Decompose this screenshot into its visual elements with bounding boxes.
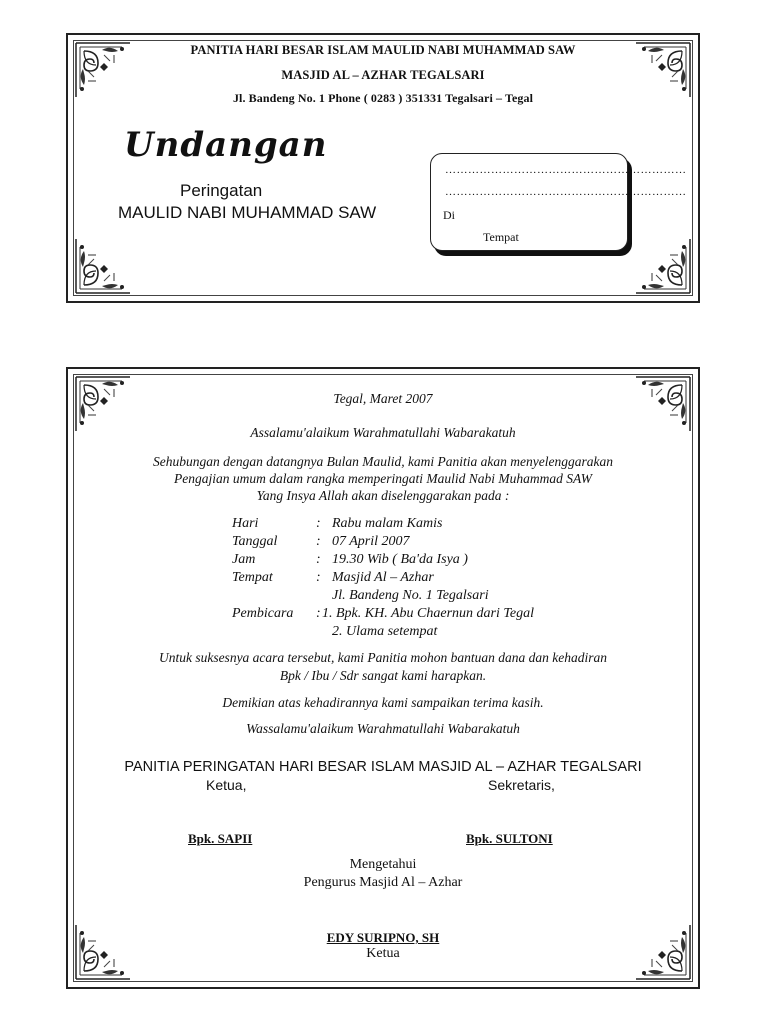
detail-row-pembicara xyxy=(232,606,652,624)
organizer-address: Jl. Bandeng No. 1 Phone ( 0283 ) 351331 Tegalsari – Tegal xyxy=(232,91,534,105)
detail-label: Tanggal xyxy=(232,534,278,549)
letter-greeting: Assalamu'alaikum Warahmatullahi Wabarakatuh xyxy=(250,425,516,440)
detail-colon: : xyxy=(316,552,321,567)
detail-colon: : xyxy=(316,534,321,549)
invitation-title: Undangan xyxy=(124,125,328,165)
detail-value: Jl. Bandeng No. 1 Tegalsari xyxy=(332,588,489,603)
detail-value: Rabu malam Kamis xyxy=(332,516,443,531)
detail-value: 2. Ulama setempat xyxy=(332,624,438,639)
detail-label: Jam xyxy=(232,552,256,567)
closing-greeting: Wassalamu'alaikum Warahmatullahi Wabarakatuh xyxy=(246,721,520,736)
detail-row-pembicara-2 xyxy=(232,624,652,642)
request-line-2: Bpk / Ibu / Sdr sangat kami harapkan. xyxy=(279,668,487,683)
acknowledged-label: Mengetahui xyxy=(349,857,417,872)
detail-row-tanggal xyxy=(232,534,652,552)
invitation-subtitle-2: MAULID NABI MUHAMMAD SAW xyxy=(118,203,377,222)
invitation-letter xyxy=(66,367,700,989)
intro-line-3: Yang Insya Allah akan diselenggarakan pada : xyxy=(256,488,510,503)
recipient-tempat: Tempat xyxy=(483,230,519,244)
detail-value: 19.30 Wib ( Ba'da Isya ) xyxy=(332,552,468,567)
detail-colon: : xyxy=(316,516,321,531)
detail-row-hari xyxy=(232,516,652,534)
request-line-1: Untuk suksesnya acara tersebut, kami Panitia mohon bantuan dana dan kehadiran xyxy=(158,650,608,665)
board-chair-name: EDY SURIPNO, SH xyxy=(326,930,440,945)
board-chair-title: Ketua xyxy=(366,946,400,961)
board-chair-name-wrap xyxy=(68,929,698,947)
chair-title: Ketua, xyxy=(206,777,247,793)
detail-label: Pembicara xyxy=(232,606,294,621)
detail-row-jam xyxy=(232,552,652,570)
organizer-line-2: MASJID AL – AZHAR TEGALSARI xyxy=(281,68,485,82)
detail-row-tempat xyxy=(232,570,652,588)
detail-value: 07 April 2007 xyxy=(332,534,410,549)
secretary-signature-name: Bpk. SULTONI xyxy=(466,831,553,846)
intro-line-1: Sehubungan dengan datangnya Bulan Maulid, kami Panitia akan menyelenggarakan xyxy=(152,454,614,469)
detail-label: Hari xyxy=(232,516,259,531)
detail-value: Masjid Al – Azhar xyxy=(332,570,434,585)
envelope-card xyxy=(66,33,700,303)
detail-label: Tempat xyxy=(232,570,273,585)
corner-ornament-icon xyxy=(74,237,132,295)
recipient-address-box xyxy=(430,153,687,251)
secretary-title: Sekretaris, xyxy=(488,777,555,793)
detail-value: 1. Bpk. KH. Abu Chaernun dari Tegal xyxy=(322,606,534,621)
organizer-line-1: PANITIA HARI BESAR ISLAM MAULID NABI MUHAMMAD SAW xyxy=(190,43,576,57)
chair-signature-name: Bpk. SAPII xyxy=(188,831,253,846)
mosque-board-label: Pengurus Masjid Al – Azhar xyxy=(303,875,463,890)
recipient-di: Di xyxy=(443,208,455,222)
detail-row-alamat xyxy=(232,588,652,606)
detail-colon: : xyxy=(316,606,321,621)
letter-date: Tegal, Maret 2007 xyxy=(333,391,433,406)
corner-ornament-icon xyxy=(634,237,692,295)
committee-name: PANITIA PERINGATAN HARI BESAR ISLAM MASJID AL – AZHAR TEGALSARI xyxy=(124,759,642,775)
invitation-subtitle-1: Peringatan xyxy=(180,181,263,200)
detail-colon: : xyxy=(316,570,321,585)
intro-line-2: Pengajian umum dalam rangka memperingati Maulid Nabi Muhammad SAW xyxy=(174,471,592,486)
recipient-line-2: ……………………………………………………… xyxy=(445,186,687,198)
recipient-line-1: ……………………………………………………… xyxy=(445,164,687,176)
thanks-line: Demikian atas kehadirannya kami sampaikan terima kasih. xyxy=(222,695,544,710)
